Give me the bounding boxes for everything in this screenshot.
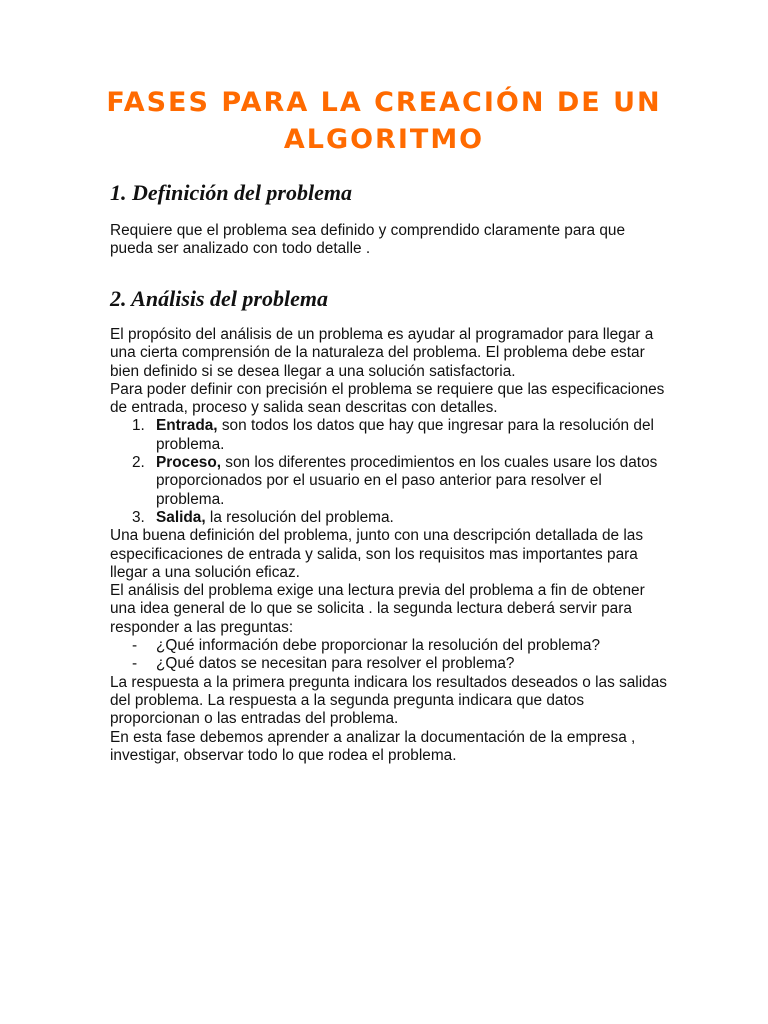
section-2-heading: 2. Análisis del problema [110, 286, 328, 311]
list-item [110, 454, 670, 509]
title-line-1: FASES PARA LA CREACIÓN DE UN [106, 87, 662, 118]
title-line-2: ALGORITMO [283, 124, 485, 155]
list-item-term: Entrada, [156, 417, 218, 435]
section-2-paragraph-3: Una buena definición del problema, junto con una descripción detallada de las especificaciones de entrada y salida, son los requisitos mas importantes para llegar a una solución eficaz. [110, 527, 644, 581]
question-text: ¿Qué información debe proporcionar la resolución del problema? [156, 637, 601, 655]
section-2-paragraph-2: Para poder definir con precisión el problema se requiere que las especificaciones de entrada, proceso y salida sean descritas con detalles. [110, 380, 665, 417]
list-item-text: son los diferentes procedimientos en los cuales usare los datos proporcionados por el usuario en el paso anterior para resolver el problema. [156, 454, 658, 508]
list-item-term: Salida, [156, 508, 206, 526]
dash-marker: - [132, 655, 138, 673]
list-item-number: 1. [132, 417, 145, 435]
list-item [110, 509, 670, 527]
list-item-number: 2. [132, 454, 145, 472]
question-item [110, 637, 670, 655]
section-2-paragraph-4: El análisis del problema exige una lectura previa del problema a fin de obtener una idea general de lo que se solicita . la segunda lectura deberá servir para responder a las preguntas: [110, 582, 645, 636]
document-title [100, 84, 668, 158]
section-1-body [110, 222, 670, 259]
list-item [110, 417, 670, 454]
section-2-paragraph-5: La respuesta a la primera pregunta indicara los resultados deseados o las salidas del problema. La respuesta a la segunda pregunta indicara que datos proporcionan o las entradas del problema. [110, 673, 667, 728]
section-2-paragraph-1: El propósito del análisis de un problema es ayudar al programador para llegar a una cierta comprensión de la naturaleza del problema. El problema debe estar bien definido si se desea llegar a una solución satisfactoria. [110, 326, 654, 380]
section-2-body [110, 326, 670, 765]
section-1-paragraph: Requiere que el problema sea definido y comprendido claramente para que pueda ser analizado con todo detalle . [110, 222, 626, 258]
question-text: ¿Qué datos se necesitan para resolver el problema? [156, 655, 515, 673]
list-item-text: la resolución del problema. [205, 508, 394, 526]
questions-list [110, 637, 670, 674]
section-2-paragraph-6: En esta fase debemos aprender a analizar la documentación de la empresa , investigar, observar todo lo que rodea el problema. [110, 728, 636, 764]
section-1-heading: 1. Definición del problema [110, 180, 352, 205]
list-item-text: son todos los datos que hay que ingresar para la resolución del problema. [156, 417, 654, 453]
question-item [110, 655, 670, 673]
io-list [110, 417, 670, 527]
list-item-number: 3. [132, 508, 145, 526]
list-item-term: Proceso, [156, 454, 222, 472]
dash-marker: - [132, 637, 138, 655]
